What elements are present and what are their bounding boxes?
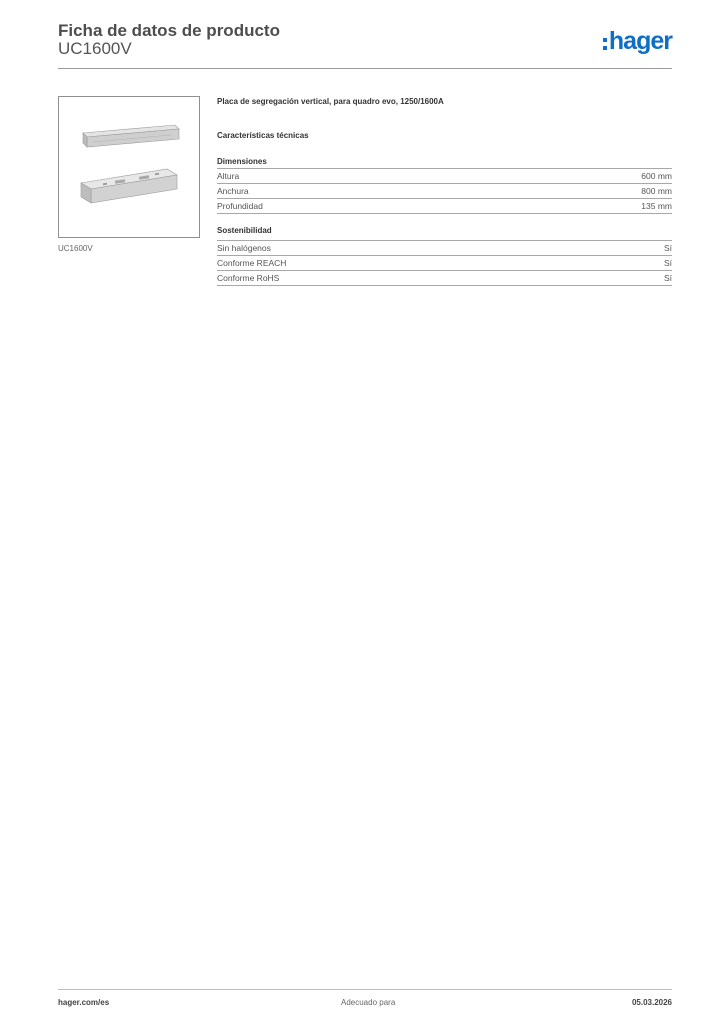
header-divider	[58, 68, 672, 69]
page-title: Ficha de datos de producto	[58, 21, 280, 40]
spec-label: Profundidad	[217, 199, 489, 214]
logo-colon-icon	[603, 38, 607, 50]
product-code: UC1600V	[58, 39, 132, 58]
segregation-plate-illustration	[59, 97, 199, 237]
sustainability-table	[217, 240, 672, 286]
dimensions-table	[217, 168, 672, 214]
spec-label: Conforme REACH	[217, 256, 625, 271]
spec-label: Anchura	[217, 184, 489, 199]
technical-heading: Características técnicas	[217, 131, 309, 140]
table-row	[217, 199, 672, 214]
product-description: Placa de segregación vertical, para quadro evo, 1250/1600A	[217, 97, 444, 106]
table-row	[217, 271, 672, 286]
spec-value: Sí	[625, 241, 672, 256]
table-row	[217, 256, 672, 271]
product-image	[58, 96, 200, 238]
spec-label: Conforme RoHS	[217, 271, 625, 286]
footer-date: 05.03.2026	[631, 998, 672, 1007]
table-row	[217, 169, 672, 184]
spec-label: Altura	[217, 169, 489, 184]
table-row	[217, 241, 672, 256]
spec-value: 600 mm	[489, 169, 672, 184]
spec-value: Sí	[625, 271, 672, 286]
footer-suitable-for: Adecuado para	[341, 998, 396, 1007]
spec-value: 135 mm	[489, 199, 672, 214]
hager-logo	[603, 29, 672, 54]
sustainability-heading: Sostenibilidad	[217, 226, 272, 235]
table-row	[217, 184, 672, 199]
website-link[interactable]: hager.com/es	[58, 998, 110, 1007]
spec-label: Sin halógenos	[217, 241, 625, 256]
dimensions-heading: Dimensiones	[217, 157, 267, 166]
spec-value: Sí	[625, 256, 672, 271]
logo-text: hager	[608, 27, 672, 55]
spec-value: 800 mm	[489, 184, 672, 199]
image-caption: UC1600V	[58, 244, 93, 253]
footer-divider	[58, 989, 672, 990]
